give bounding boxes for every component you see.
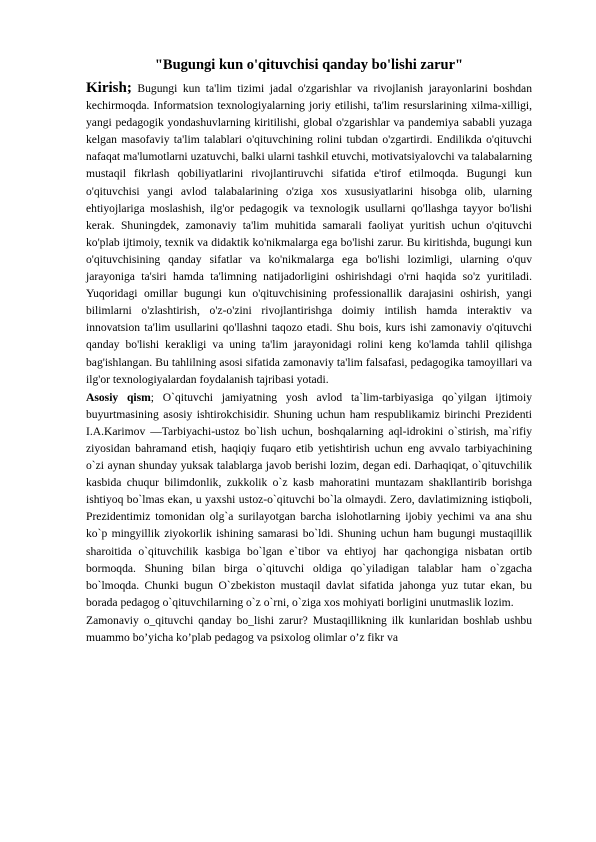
intro-heading: Kirish; bbox=[86, 80, 132, 96]
closing-paragraph: Zamonaviy o_qituvchi qanday bo_lishi zarur? Mustaqillikning ilk kunlaridan boshlab ushbu muammo bo’yicha ko’plab pedagog va psixolog olimlar o’z fikr va bbox=[86, 613, 532, 644]
main-heading: Asosiy qism bbox=[86, 390, 151, 404]
main-paragraph bbox=[86, 389, 532, 611]
intro-text: Bugungi kun ta'lim tizimi jadal o'zgarishlar va rivojlanish jarayonlarini boshdan kechirmoqda. Informatsion texnologiyalarning joriy etilishi, ta'lim resurslarining xilma-xilligi, yangi pedagogik yondashuvlarning kiritilishi, global o'zgarishlar va pandemiya sababli yuzaga kelgan masofaviy ta'lim talablari o'qituvchining rolini tubdan o'zgartirdi. Endilikda o'qituvchi nafaqat ma'lumotlarni uzatuvchi, balki ularni tashkil etuvchi, motivatsiyalovchi va talabalarning mustaqil fikrlash qobiliyatlarini rivojlantiruvchi sifatida e'tirof etilmoqda. Bugungi kun o'qituvchisi yangi avlod talabalarining o'ziga xos xususiyatlarini hisobga olib, ularning ehtiyojlariga moslashish, ilg'or pedagogik va texnologik usullarni qo'llashga tayyor bo'lishi kerak. Shuningdek, zamonaviy ta'lim muhitida samarali faoliyat yuritish uchun o'qituvchi ko'plab ijtimoiy, texnik va didaktik ko'nikmalarga ega bo'lishi zarur. Bu kiritishda, bugungi kun o'qituvchisining qanday sifatlar va ko'nikmalarga ega bo'lishi lozimligi, ularning o'quv jarayoniga ta'siri hamda ta'limning natijadorligini oshirishdagi o'rni haqida so'z yuritiladi. Yuqoridagi omillar bugungi kun o'qituvchisining professionallik darajasini oshirish, yangi bilimlarni o'zlashtirish, o'z-o'zini rivojlantirishga doimiy intilish hamda interaktiv va innovatsion ta'lim usullarini qo'llashni taqozo etadi. Shu bois, kurs ishi zamonaviy o'qituvchi qanday bo'lishi kerakligi va uning ta'lim jarayonidagi rolini keng ko'lamda tahlil qilishga bag'ishlangan. Bu tahlilning asosi sifatida zamonaviy ta'lim falsafasi, pedagogika tamoyillari va ilg'or texnologiyalardan foydalanish tajribasi yotadi. bbox=[86, 82, 532, 386]
main-text: ; O`qituvchi jamiyatning yosh avlod ta`lim-tarbiyasiga qo`yilgan ijtimoiy buyurtmasining asosiy ishtirokchisidir. Shuning uchun ham respublikamiz birinchi Prezidenti I.A.Karimov —Tarbiyachi-ustoz bo`lish uchun, boshqalarning aql-idrokini o`stirish, ma`rifiy ziyosidan bahramand etish, haqiqiy fuqaro etib yetishtirish uchun eng avvalo tarbiyachining o`zi aynan shunday yuksak talablarga javob berishi lozim, degan edi. Darhaqiqat, o`qituvchilik kasbida chuqur bilimdonlik, zukkolik o`z kasb mahoratini muntazam shakllantirib borishga ishtiyoq bo`lmas ekan, u yaxshi ustoz-o`qituvchi bo`la olmaydi. Zero, davlatimizning istiqboli, Prezidentimiz tomonidan olg`a surilayotgan barcha islohotlarning ijobiy yechimi va ana shu ko`p mingyillik ziyokorlik ishining samarasi bo`ldi. Shuning uchun ham bugungi mustaqillik sharoitida o`qituvchilik kasbiga bo`lgan e`tibor va ehtiyoj har qachongiga nisbatan ortib bormoqda. Shuning bilan birga o`qituvchi oldiga qo`yiladigan talablar ham o`zgacha bo`lmoqda. Chunki bugun O`zbekiston mustaqil davlat sifatida jahonga yuz tutar ekan, bu borada pedagog o`qituvchilarning o`z o`rni, o`ziga xos mohiyati borligini unutmaslik lozim. bbox=[86, 390, 532, 609]
intro-paragraph bbox=[86, 80, 532, 388]
document-page bbox=[86, 56, 532, 646]
document-title: "Bugungi kun o'qituvchisi qanday bo'lishi zarur" bbox=[154, 57, 464, 73]
